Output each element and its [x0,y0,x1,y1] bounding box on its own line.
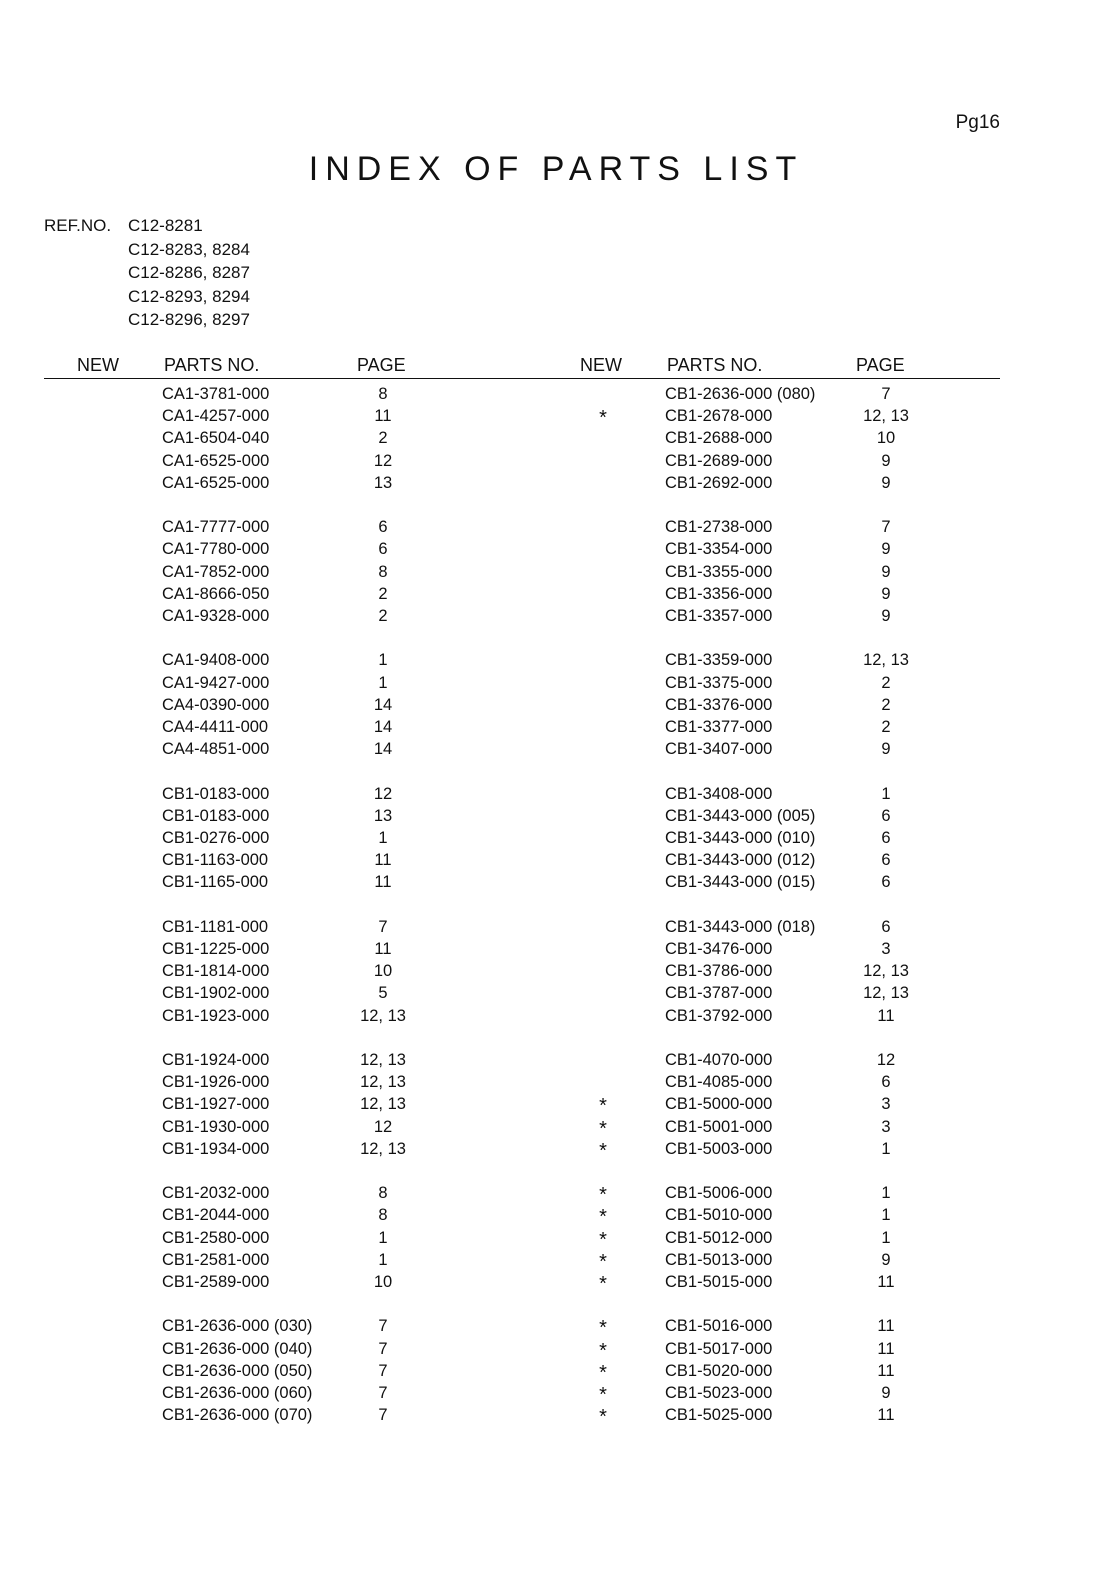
right-part-number: CB1-3443-000 (005) [665,806,816,825]
right-part-number: CB1-3377-000 [665,718,773,736]
right-part-number: CB1-3359-000 [665,651,773,670]
right-part-number: CB1-5020-000 [665,1361,773,1380]
right-part-number: CB1-3408-000 [665,784,773,803]
right-page-ref: 6 [881,917,891,936]
left-page-ref: 7 [378,1339,388,1358]
right-part-number: CB1-3375-000 [665,673,773,692]
right-page-header: PAGE [856,355,905,375]
left-page-ref: 14 [373,695,393,714]
right-part-number: CB1-3407-000 [665,740,773,759]
right-part-number: CB1-3356-000 [665,584,773,603]
right-part-number: CB1-3355-000 [665,562,773,581]
left-page-ref: 12 [373,784,393,803]
right-new-marker: * [599,1250,607,1273]
right-new-marker: * [599,1384,607,1406]
left-page-ref: 8 [378,1206,388,1225]
right-part-number: CB1-4070-000 [665,1051,773,1069]
left-part-number: CA1-6525-000 [162,473,270,492]
left-page-ref: 1 [378,1228,388,1247]
left-page-ref: 12, 13 [360,1139,406,1158]
left-page-ref: 5 [378,984,388,1003]
right-new-marker: * [599,1339,607,1362]
right-page-ref: 3 [881,1095,891,1114]
page-number: Pg16 [955,112,1000,133]
right-part-number: CB1-5000-000 [665,1095,773,1114]
right-page-ref: 11 [877,1317,895,1336]
left-part-number: CB1-2636-000 (070) [162,1406,313,1425]
right-page-ref: 1 [881,1184,891,1203]
left-page-ref: 12, 13 [360,1006,406,1025]
left-part-number: CA4-0390-000 [162,695,270,714]
right-page-ref: 9 [881,1250,891,1269]
left-page-ref: 7 [378,1384,388,1402]
left-part-number: CB1-1165-000 [162,873,269,892]
left-page-ref: 8 [378,562,388,581]
right-page-ref: 1 [881,1206,891,1225]
left-page-ref: 13 [373,473,393,492]
right-part-number: CB1-2636-000 (080) [665,385,816,403]
left-part-number: CA1-9427-000 [162,673,270,692]
left-part-number: CA1-7852-000 [162,562,270,581]
right-part-number: CB1-2692-000 [665,473,773,492]
right-part-number: CB1-2688-000 [665,429,773,448]
right-page-ref: 11 [877,1406,895,1425]
right-page-ref: 2 [881,695,891,714]
ref-no-list [128,214,250,332]
right-part-number: CB1-5017-000 [665,1339,773,1358]
left-part-number: CB1-1814-000 [162,962,270,981]
left-part-number: CA1-8666-050 [162,584,270,603]
left-page-ref: 11 [374,407,392,426]
left-part-number: CA1-4257-000 [162,407,270,426]
ref-no-item: C12-8286, 8287 [128,263,250,282]
left-page-ref: 6 [378,518,388,537]
right-part-number: CB1-5023-000 [665,1384,773,1402]
right-new-marker: * [599,1273,607,1295]
left-page-ref: 14 [373,718,393,736]
right-page-ref: 12, 13 [863,984,909,1003]
right-page-ref: 7 [881,518,891,537]
left-part-number: CB1-2589-000 [162,1273,270,1291]
left-part-number: CB1-2032-000 [162,1184,270,1203]
left-page-ref: 13 [373,806,393,825]
right-part-number: CB1-3476-000 [665,940,773,958]
left-part-number: CB1-2580-000 [162,1228,270,1247]
left-part-number: CA1-9408-000 [162,651,270,670]
ref-no-label: REF.NO. [44,216,112,235]
right-page-ref: 6 [881,829,891,847]
left-page-ref: 6 [378,540,388,559]
left-page-ref: 2 [378,584,388,603]
left-part-number: CB1-1181-000 [162,917,269,936]
right-part-number: CB1-3376-000 [665,695,773,714]
right-part-number: CB1-5025-000 [665,1406,773,1425]
left-part-number: CA1-7777-000 [162,518,270,537]
left-part-number: CB1-0183-000 [162,806,270,825]
right-part-number: CB1-5015-000 [665,1273,773,1291]
left-part-number: CB1-1927-000 [162,1095,270,1114]
right-new-marker: * [599,407,607,430]
right-new-marker: * [599,1317,607,1340]
left-part-number: CA4-4851-000 [162,740,270,759]
left-page-ref: 2 [378,429,388,448]
left-page-ref: 1 [378,829,388,847]
right-page-ref: 7 [881,385,891,403]
ref-no-item: C12-8281 [128,216,203,235]
left-page-ref: 7 [378,1361,388,1380]
right-part-number: CB1-5012-000 [665,1228,773,1247]
right-new-header: NEW [580,355,622,375]
right-page-ref: 9 [881,451,891,470]
right-new-marker: * [599,1184,607,1207]
right-part-number: CB1-3357-000 [665,607,773,625]
left-parts-no-header: PARTS NO. [164,355,260,375]
right-page-ref: 9 [881,607,891,625]
left-new-header: NEW [77,355,119,375]
right-new-marker: * [599,1228,607,1251]
right-new-marker: * [599,1095,607,1118]
left-page-ref: 12, 13 [360,1095,406,1114]
left-part-number: CA1-6525-000 [162,451,270,470]
right-part-number: CB1-3787-000 [665,984,773,1003]
right-page-ref: 11 [877,1273,895,1291]
right-part-number: CB1-2738-000 [665,518,773,537]
left-page-ref: 12, 13 [360,1073,406,1092]
right-page-ref: 2 [881,673,891,692]
right-page-ref: 9 [881,562,891,581]
left-page-ref: 14 [373,740,393,759]
right-page-ref: 9 [881,473,891,492]
right-part-number: CB1-5006-000 [665,1184,773,1203]
left-page-ref: 7 [378,917,388,936]
right-page-ref: 6 [881,873,891,892]
right-new-marker: * [599,1117,607,1140]
left-part-number: CB1-1926-000 [162,1073,270,1092]
left-part-number: CB1-2636-000 (040) [162,1339,313,1358]
left-part-number: CB1-1902-000 [162,984,270,1003]
right-part-number: CB1-2689-000 [665,451,773,470]
left-part-number: CA1-7780-000 [162,540,270,559]
left-page-ref: 8 [378,385,388,403]
left-page-ref: 11 [374,940,392,958]
left-part-number: CB1-0183-000 [162,784,270,803]
right-page-ref: 1 [881,784,891,803]
left-part-number: CB1-1934-000 [162,1139,270,1158]
left-part-number: CA1-9328-000 [162,607,270,625]
left-page-ref: 2 [378,607,388,625]
right-part-number: CB1-5016-000 [665,1317,773,1336]
right-page-ref: 9 [881,540,891,559]
right-page-ref: 12 [876,1051,896,1069]
right-page-ref: 1 [881,1139,891,1158]
right-new-marker: * [599,1406,607,1429]
left-page-ref: 11 [374,851,392,870]
right-page-ref: 12, 13 [863,651,909,670]
right-page-ref: 11 [877,1339,895,1358]
left-part-number: CB1-2636-000 (050) [162,1361,313,1380]
left-part-number: CB1-1923-000 [162,1006,270,1025]
left-page-ref: 7 [378,1406,388,1425]
left-page-ref: 1 [378,651,388,670]
left-part-number: CA1-3781-000 [162,385,270,403]
left-part-number: CB1-2636-000 (060) [162,1384,313,1402]
right-new-marker: * [599,1206,607,1229]
left-part-number: CB1-1163-000 [162,851,269,870]
right-page-ref: 1 [881,1228,891,1247]
left-page-ref: 1 [378,1250,388,1269]
right-page-ref: 9 [881,1384,891,1402]
header-divider [44,378,1000,379]
left-page-ref: 12, 13 [360,1051,406,1069]
left-part-number: CB1-1225-000 [162,940,270,958]
left-part-number: CB1-2581-000 [162,1250,270,1269]
right-page-ref: 12, 13 [863,407,909,426]
right-part-number: CB1-3443-000 (010) [665,829,816,847]
left-page-ref: 12 [373,451,393,470]
right-part-number: CB1-5003-000 [665,1139,773,1158]
right-new-marker: * [599,1361,607,1384]
right-page-ref: 3 [881,1117,891,1136]
right-part-number: CB1-3443-000 (012) [665,851,816,870]
right-page-ref: 2 [881,718,891,736]
left-page-ref: 12 [373,1117,393,1136]
left-page-ref: 11 [374,873,392,892]
right-page-ref: 6 [881,1073,891,1092]
left-page-ref: 1 [378,673,388,692]
right-page-ref: 9 [881,584,891,603]
right-parts-no-header: PARTS NO. [667,355,763,375]
right-page-ref: 10 [876,429,896,448]
right-page-ref: 3 [881,940,891,958]
right-page-ref: 11 [877,1006,895,1025]
left-page-header: PAGE [357,355,406,375]
left-part-number: CB1-2636-000 (030) [162,1317,313,1336]
ref-no-item: C12-8293, 8294 [128,286,250,306]
left-page-ref: 10 [373,962,393,981]
page-title: INDEX OF PARTS LIST [308,150,804,188]
right-page-ref: 6 [881,851,891,870]
right-page-ref: 6 [881,806,891,825]
right-page-ref: 12, 13 [863,962,909,981]
left-part-number: CA4-4411-000 [162,718,269,736]
left-page-ref: 8 [378,1184,388,1203]
right-part-number: CB1-5013-000 [665,1250,773,1269]
right-page-ref: 9 [881,740,891,759]
right-part-number: CB1-3443-000 (018) [665,917,816,936]
left-part-number: CA1-6504-040 [162,429,270,448]
left-part-number: CB1-1930-000 [162,1117,270,1136]
right-part-number: CB1-3354-000 [665,540,773,559]
right-part-number: CB1-2678-000 [665,407,773,426]
left-part-number: CB1-0276-000 [162,829,270,847]
right-new-marker: * [599,1139,607,1162]
right-part-number: CB1-5001-000 [665,1117,773,1136]
ref-no-item: C12-8283, 8284 [128,239,250,259]
right-part-number: CB1-3443-000 (015) [665,873,816,892]
right-part-number: CB1-3792-000 [665,1006,773,1025]
right-page-ref: 11 [877,1361,895,1380]
left-part-number: CB1-2044-000 [162,1206,270,1225]
ref-no-item: C12-8296, 8297 [128,310,250,329]
right-part-number: CB1-5010-000 [665,1206,773,1225]
right-part-number: CB1-4085-000 [665,1073,773,1092]
right-part-number: CB1-3786-000 [665,962,773,981]
left-page-ref: 10 [373,1273,393,1291]
left-page-ref: 7 [378,1317,388,1336]
left-part-number: CB1-1924-000 [162,1051,270,1069]
